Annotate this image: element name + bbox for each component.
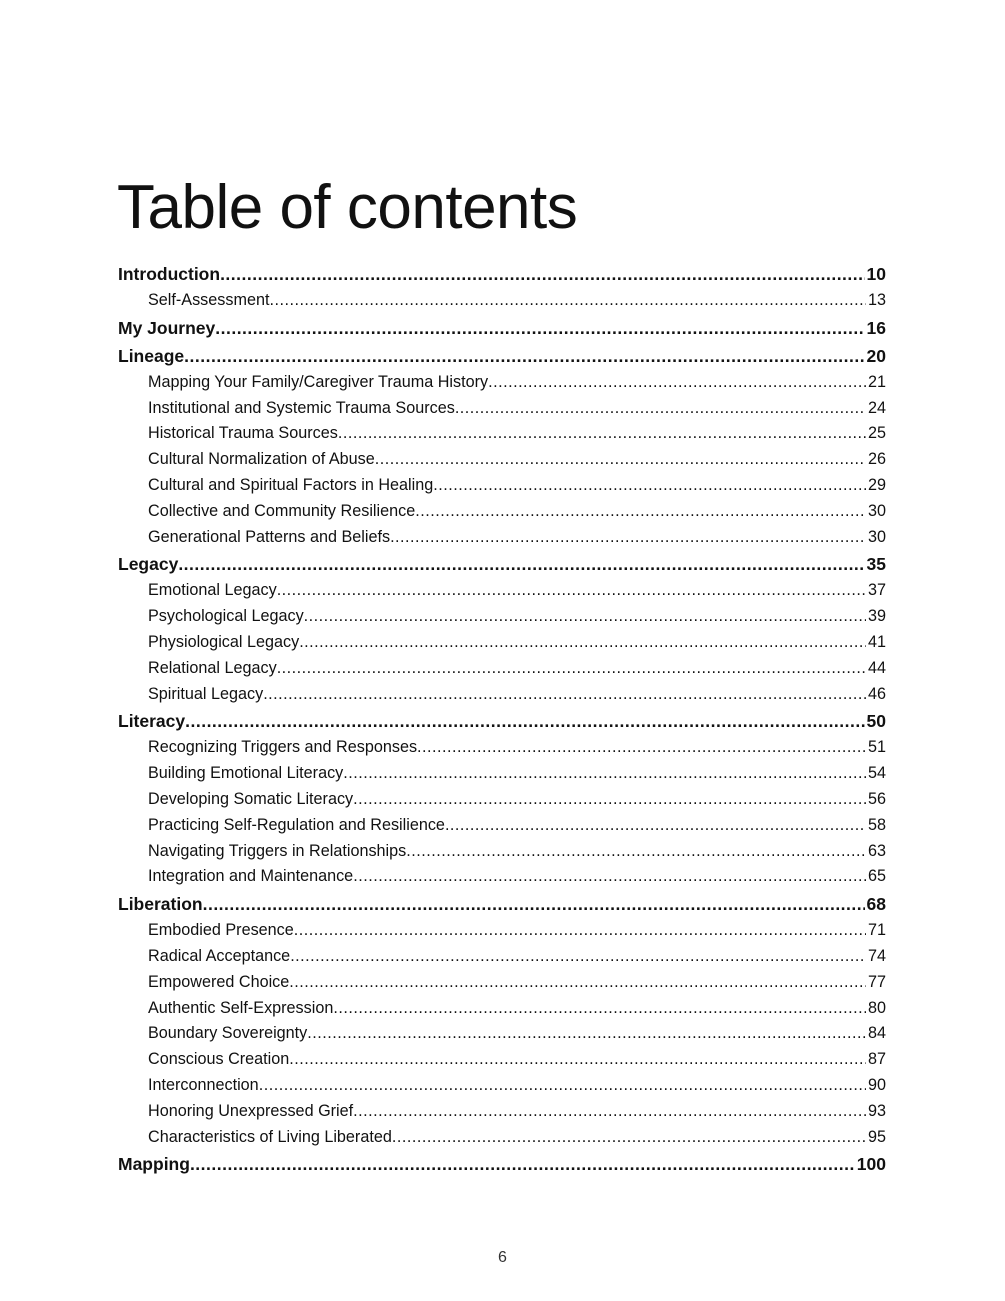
toc-entry-label: Mapping Your Family/Caregiver Trauma History xyxy=(148,372,489,391)
toc-entry-label: Physiological Legacy xyxy=(148,632,300,651)
dot-leader xyxy=(406,839,866,865)
toc-entry-label: Radical Acceptance xyxy=(148,946,291,965)
toc-entry-label: Lineage xyxy=(118,345,185,366)
dot-leader xyxy=(184,342,864,370)
dot-leader xyxy=(220,260,864,288)
toc-entry-page-number: 24 xyxy=(867,398,886,417)
toc-entry-page-number: 46 xyxy=(867,684,886,703)
toc-entry-page-number: 100 xyxy=(856,1154,886,1175)
toc-entry-page-number: 29 xyxy=(867,475,886,494)
toc-section-entry[interactable] xyxy=(118,682,886,708)
toc-entry-page-number: 39 xyxy=(867,607,886,626)
toc-entry-label: Boundary Sovereignty xyxy=(148,1024,308,1043)
toc-entry-page-number: 16 xyxy=(866,317,886,338)
dot-leader xyxy=(290,944,866,970)
toc-entry-page-number: 37 xyxy=(867,581,886,600)
toc-entry-page-number: 54 xyxy=(867,764,886,783)
dot-leader xyxy=(178,550,864,578)
toc-section-entry[interactable] xyxy=(118,944,886,970)
toc-entry-page-number: 10 xyxy=(866,264,886,284)
toc-entry-label: Introduction xyxy=(118,264,221,284)
toc-section-entry[interactable] xyxy=(118,761,886,787)
toc-entry-page-number: 30 xyxy=(867,527,886,546)
toc-entry-label: Emotional Legacy xyxy=(148,581,277,600)
toc-section-entry[interactable] xyxy=(118,839,886,865)
toc-section-entry[interactable] xyxy=(118,918,886,944)
toc-entry-page-number: 95 xyxy=(867,1127,886,1146)
toc-entry-page-number: 35 xyxy=(866,554,886,575)
dot-leader xyxy=(277,656,866,682)
toc-entry-page-number: 71 xyxy=(867,921,886,940)
toc-entry-page-number: 93 xyxy=(867,1101,886,1120)
dot-leader xyxy=(353,1099,866,1125)
dot-leader xyxy=(289,970,866,996)
toc-entry-label: Generational Patterns and Beliefs xyxy=(148,527,391,546)
toc-section-entry[interactable] xyxy=(118,735,886,761)
toc-section-entry[interactable] xyxy=(118,421,886,447)
toc-section-entry[interactable] xyxy=(118,447,886,473)
toc-section-entry[interactable] xyxy=(118,1021,886,1047)
dot-leader xyxy=(343,761,866,787)
toc-entry-label: Building Emotional Literacy xyxy=(148,764,344,783)
dot-leader xyxy=(390,525,866,551)
toc-section-entry[interactable] xyxy=(118,996,886,1022)
dot-leader xyxy=(259,1073,866,1099)
toc-entry-page-number: 51 xyxy=(867,738,886,757)
toc-section-entry[interactable] xyxy=(118,630,886,656)
toc-entry-page-number: 63 xyxy=(867,841,886,860)
toc-section-entry[interactable] xyxy=(118,1047,886,1073)
toc-entry-page-number: 84 xyxy=(867,1024,886,1043)
dot-leader xyxy=(392,1125,866,1151)
toc-entry-label: Spiritual Legacy xyxy=(148,684,264,703)
toc-entry-page-number: 13 xyxy=(867,291,886,309)
toc-section-entry[interactable] xyxy=(118,473,886,499)
toc-entry-label: Integration and Maintenance xyxy=(148,867,354,886)
toc-entry-page-number: 26 xyxy=(867,450,886,469)
toc-entry-page-number: 65 xyxy=(867,867,886,886)
dot-leader xyxy=(333,996,866,1022)
table-of-contents-list xyxy=(118,260,886,1178)
toc-entry-page-number: 20 xyxy=(866,345,886,366)
toc-chapter-entry[interactable] xyxy=(118,1150,886,1178)
toc-entry-label: Literacy xyxy=(118,711,186,732)
dot-leader xyxy=(415,499,866,525)
dot-leader xyxy=(433,473,866,499)
dot-leader xyxy=(353,864,866,890)
toc-chapter-entry[interactable] xyxy=(118,260,886,288)
dot-leader xyxy=(277,578,866,604)
dot-leader xyxy=(185,707,864,735)
toc-entry-label: My Journey xyxy=(118,317,216,338)
toc-entry-page-number: 25 xyxy=(867,424,886,443)
toc-entry-page-number: 21 xyxy=(867,372,886,391)
toc-entry-page-number: 41 xyxy=(867,632,886,651)
dot-leader xyxy=(263,682,866,708)
toc-entry-label: Liberation xyxy=(118,894,203,915)
toc-entry-label: Cultural and Spiritual Factors in Healing xyxy=(148,475,434,494)
toc-section-entry[interactable] xyxy=(118,288,886,314)
toc-entry-page-number: 58 xyxy=(867,815,886,834)
toc-chapter-entry[interactable] xyxy=(118,707,886,735)
toc-entry-page-number: 80 xyxy=(867,998,886,1017)
toc-entry-page-number: 56 xyxy=(867,789,886,808)
toc-entry-label: Institutional and Systemic Trauma Sources xyxy=(148,398,455,417)
toc-entry-page-number: 50 xyxy=(866,711,886,732)
dot-leader xyxy=(375,447,866,473)
toc-entry-label: Honoring Unexpressed Grief xyxy=(148,1101,354,1120)
toc-entry-label: Cultural Normalization of Abuse xyxy=(148,450,375,469)
toc-entry-label: Mapping xyxy=(118,1154,190,1175)
toc-section-entry[interactable] xyxy=(118,499,886,525)
toc-entry-label: Recognizing Triggers and Responses xyxy=(148,738,418,757)
toc-chapter-entry[interactable] xyxy=(118,550,886,578)
dot-leader xyxy=(215,314,864,342)
dot-leader xyxy=(269,288,866,314)
toc-chapter-entry[interactable] xyxy=(118,342,886,370)
toc-section-entry[interactable] xyxy=(118,813,886,839)
toc-section-entry[interactable] xyxy=(118,370,886,396)
page-title: Table of contents xyxy=(117,173,578,242)
toc-entry-label: Embodied Presence xyxy=(148,921,294,940)
toc-entry-label: Collective and Community Resilience xyxy=(148,501,416,520)
toc-entry-page-number: 90 xyxy=(867,1075,886,1094)
toc-entry-label: Self-Assessment xyxy=(148,291,270,309)
toc-entry-page-number: 68 xyxy=(866,894,886,915)
toc-section-entry[interactable] xyxy=(118,787,886,813)
toc-entry-label: Developing Somatic Literacy xyxy=(148,789,354,808)
toc-entry-label: Authentic Self-Expression xyxy=(148,998,334,1017)
dot-leader xyxy=(417,735,866,761)
toc-section-entry[interactable] xyxy=(118,396,886,422)
toc-entry-label: Interconnection xyxy=(148,1075,259,1094)
toc-entry-label: Psychological Legacy xyxy=(148,607,304,626)
toc-entry-label: Relational Legacy xyxy=(148,658,277,677)
dot-leader xyxy=(289,1047,866,1073)
dot-leader xyxy=(353,787,866,813)
dot-leader xyxy=(190,1150,855,1178)
toc-section-entry[interactable] xyxy=(118,1125,886,1151)
dot-leader xyxy=(455,396,866,422)
dot-leader xyxy=(488,370,866,396)
toc-entry-label: Characteristics of Living Liberated xyxy=(148,1127,392,1146)
toc-entry-label: Empowered Choice xyxy=(148,972,290,991)
toc-entry-label: Conscious Creation xyxy=(148,1050,290,1069)
toc-section-entry[interactable] xyxy=(118,1099,886,1125)
dot-leader xyxy=(299,630,866,656)
dot-leader xyxy=(338,421,866,447)
toc-section-entry[interactable] xyxy=(118,525,886,551)
toc-section-entry[interactable] xyxy=(118,578,886,604)
toc-chapter-entry[interactable] xyxy=(118,314,886,342)
dot-leader xyxy=(203,890,865,918)
toc-entry-label: Navigating Triggers in Relationships xyxy=(148,841,407,860)
toc-chapter-entry[interactable] xyxy=(118,890,886,918)
toc-section-entry[interactable] xyxy=(118,656,886,682)
toc-section-entry[interactable] xyxy=(118,604,886,630)
toc-section-entry[interactable] xyxy=(118,1073,886,1099)
toc-section-entry[interactable] xyxy=(118,864,886,890)
dot-leader xyxy=(445,813,866,839)
toc-section-entry[interactable] xyxy=(118,970,886,996)
dot-leader xyxy=(304,604,866,630)
toc-entry-label: Historical Trauma Sources xyxy=(148,424,338,443)
page-number: 6 xyxy=(498,1249,507,1266)
toc-entry-page-number: 44 xyxy=(867,658,886,677)
dot-leader xyxy=(294,918,866,944)
toc-entry-label: Practicing Self-Regulation and Resilience xyxy=(148,815,445,834)
toc-entry-page-number: 87 xyxy=(867,1050,886,1069)
toc-entry-page-number: 30 xyxy=(867,501,886,520)
dot-leader xyxy=(307,1021,866,1047)
toc-entry-page-number: 77 xyxy=(867,972,886,991)
toc-entry-label: Legacy xyxy=(118,554,179,575)
toc-entry-page-number: 74 xyxy=(867,946,886,965)
